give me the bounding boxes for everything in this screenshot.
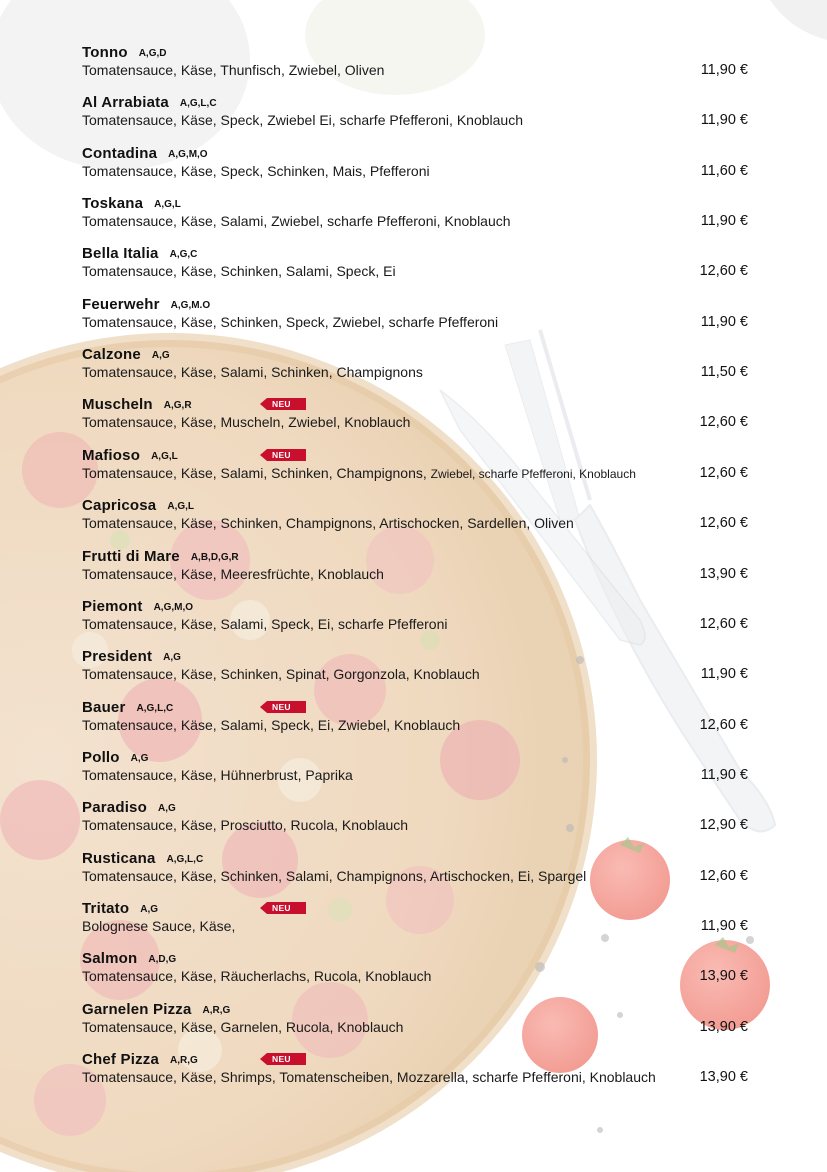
item-name: Frutti di Mare [82,548,180,565]
item-price: 12,60 € [699,465,748,481]
item-allergens: A,G,M,O [153,602,194,613]
new-badge-label: NEU [272,903,291,913]
item-name: Paradiso [82,799,147,816]
menu-item [82,245,748,289]
item-name: Bauer [82,699,126,716]
menu-item [82,447,748,491]
item-title-row [82,94,217,112]
item-name: Bella Italia [82,245,159,262]
item-description-text: Tomatensauce, Käse, Salami, Speck, Ei, Zwiebel, Knoblauch [82,717,461,733]
item-title-row [82,296,210,314]
item-allergens: A,G [163,652,181,663]
item-price: 11,90 € [700,666,748,682]
new-badge [260,449,306,461]
item-description [82,616,447,632]
item-description [82,465,636,481]
item-name: Muscheln [82,396,153,413]
menu-item [82,749,748,793]
item-title-row [82,799,176,817]
new-badge [260,701,306,713]
item-name: Capricosa [82,497,157,514]
item-price: 11,90 € [700,62,748,78]
item-description-text: Tomatensauce, Käse, Salami, Schinken, Champignons [82,364,423,380]
menu-item [82,900,748,944]
item-price: 12,60 € [699,868,748,884]
item-description-text: Tomatensauce, Käse, Salami, Zwiebel, scharfe Pfefferoni, Knoblauch [82,213,511,229]
item-description-text: Tomatensauce, Käse, Räucherlachs, Rucola, Knoblauch [82,968,432,984]
item-allergens: A,D,G [148,954,177,965]
item-name: Tonno [82,44,128,61]
item-description [82,817,408,833]
item-title-row [82,598,193,616]
item-description-text: Tomatensauce, Käse, Thunfisch, Zwiebel, Oliven [82,62,385,78]
item-description [82,213,511,229]
menu-item [82,799,748,843]
new-badge-label: NEU [272,450,291,460]
menu-item [82,1051,748,1095]
new-badge-label: NEU [272,399,291,409]
item-description-text: Tomatensauce, Käse, Shrimps, Tomatenscheiben, Mozzarella, scharfe Pfefferoni, Knoblauch [82,1069,656,1085]
menu-item [82,195,748,239]
item-allergens: A,G,L,C [166,854,204,865]
item-description-text: Tomatensauce, Käse, Schinken, Salami, Speck, Ei [82,263,396,279]
item-allergens: A,G,L [167,501,195,512]
item-description [82,566,384,582]
menu-item [82,296,748,340]
item-title-row [82,396,192,414]
item-description-text: Tomatensauce, Käse, Speck, Zwiebel Ei, scharfe Pfefferoni, Knoblauch [82,112,523,128]
item-title-row [82,648,181,666]
item-name: Contadina [82,145,158,162]
item-description [82,1069,656,1085]
item-description-text: Tomatensauce, Käse, Speck, Schinken, Mais, Pfefferoni [82,163,430,179]
item-title-row [82,245,197,263]
item-description-text: Tomatensauce, Käse, Salami, Speck, Ei, scharfe Pfefferoni [82,616,448,632]
item-price: 11,90 € [700,213,748,229]
new-badge [260,398,306,410]
item-name: Garnelen Pizza [82,1001,192,1018]
item-allergens: A,G [130,753,149,764]
item-description-text: Tomatensauce, Käse, Hühnerbrust, Paprika [82,767,353,783]
item-allergens: A,G,R [163,400,192,411]
menu-item [82,145,748,189]
item-price: 11,90 € [700,112,748,128]
new-badge [260,1053,306,1065]
item-allergens: A,G,L [154,199,181,210]
menu-item [82,1001,748,1045]
item-description [82,112,523,128]
item-description-text: Tomatensauce, Käse, Schinken, Speck, Zwiebel, scharfe Pfefferoni [82,314,499,330]
item-allergens: A,G [140,904,159,915]
item-allergens: A,G,D [138,48,167,59]
item-description-text: Tomatensauce, Käse, Schinken, Salami, Champignons, Artischocken, Ei, Spargel [82,868,587,884]
item-description [82,868,586,884]
item-title-row [82,1001,230,1019]
item-title-row [82,44,166,62]
item-title-row [82,548,239,566]
item-description [82,163,430,179]
item-description [82,968,431,984]
item-title-row [82,497,194,515]
item-name: Chef Pizza [82,1051,160,1068]
item-allergens: A,G,M.O [170,300,211,311]
item-name: Feuerwehr [82,296,160,313]
item-price: 13,90 € [699,566,748,582]
item-description-extra: Zwiebel, scharfe Pfefferoni, Knoblauch [430,467,636,481]
item-title-row [82,950,176,968]
item-name: Tritato [82,900,130,917]
item-price: 12,60 € [699,515,748,531]
item-price: 11,90 € [700,918,748,934]
item-allergens: A,G [151,350,170,361]
item-description [82,62,384,78]
item-description [82,1019,403,1035]
item-title-row [82,699,173,717]
item-description-text: Tomatensauce, Käse, Schinken, Spinat, Gorgonzola, Knoblauch [82,666,480,682]
item-allergens: A,G [157,803,176,814]
menu-item [82,94,748,138]
menu-item [82,648,748,692]
item-description-text: Tomatensauce, Käse, Meeresfrüchte, Knoblauch [82,566,384,582]
item-title-row [82,1051,198,1069]
item-description-text: Tomatensauce, Käse, Schinken, Champignons, Artischocken, Sardellen, Oliven [82,515,574,531]
item-name: President [82,648,153,665]
item-description [82,314,498,330]
item-name: Al Arrabiata [82,94,169,111]
item-description [82,918,235,934]
item-description [82,767,353,783]
item-price: 11,90 € [700,314,748,330]
item-title-row [82,145,208,163]
item-price: 12,90 € [699,817,748,833]
item-description-text: Tomatensauce, Käse, Prosciutto, Rucola, Knoblauch [82,817,409,833]
item-name: Toskana [82,195,144,212]
item-price: 13,90 € [699,1069,748,1085]
new-badge [260,902,306,914]
menu-item [82,950,748,994]
menu-item [82,850,748,894]
item-description [82,263,396,279]
item-price: 12,60 € [699,717,748,733]
item-price: 12,60 € [699,414,748,430]
menu-item [82,396,748,440]
item-title-row [82,447,178,465]
item-name: Rusticana [82,850,156,867]
item-allergens: A,R,G [170,1055,198,1066]
item-title-row [82,900,158,918]
item-description-text: Tomatensauce, Käse, Muscheln, Zwiebel, Knoblauch [82,414,411,430]
item-title-row [82,195,181,213]
item-name: Salmon [82,950,138,967]
item-allergens: A,G,M,O [168,149,208,160]
new-badge-label: NEU [272,1054,291,1064]
item-price: 13,90 € [699,1019,748,1035]
item-description [82,364,423,380]
item-title-row [82,850,203,868]
item-allergens: A,R,G [202,1005,231,1016]
item-price: 12,60 € [699,616,748,632]
item-name: Pollo [82,749,120,766]
item-description [82,717,460,733]
item-title-row [82,346,170,364]
item-allergens: A,B,D,G,R [190,552,239,563]
item-description-text: Bolognese Sauce, Käse, [82,918,236,934]
item-allergens: A,G,L,C [179,98,217,109]
menu-item [82,44,748,88]
item-price: 12,60 € [699,263,748,279]
new-badge-label: NEU [272,702,291,712]
menu-item [82,699,748,743]
item-name: Mafioso [82,447,141,464]
item-price: 13,90 € [699,968,748,984]
item-description [82,414,410,430]
item-name: Piemont [82,598,143,615]
item-description-text: Tomatensauce, Käse, Salami, Schinken, Champignons, [82,465,427,481]
menu-item [82,548,748,592]
item-allergens: A,G,L,C [136,703,174,714]
item-title-row [82,749,148,767]
item-price: 11,50 € [700,364,748,380]
item-price: 11,90 € [700,767,748,783]
item-description [82,515,574,531]
menu-item [82,346,748,390]
item-description-text: Tomatensauce, Käse, Garnelen, Rucola, Knoblauch [82,1019,404,1035]
item-allergens: A,G,L [151,451,178,462]
item-price: 11,60 € [700,163,748,179]
menu-item [82,497,748,541]
menu-item [82,598,748,642]
item-description [82,666,480,682]
item-allergens: A,G,C [169,249,198,260]
item-name: Calzone [82,346,141,363]
